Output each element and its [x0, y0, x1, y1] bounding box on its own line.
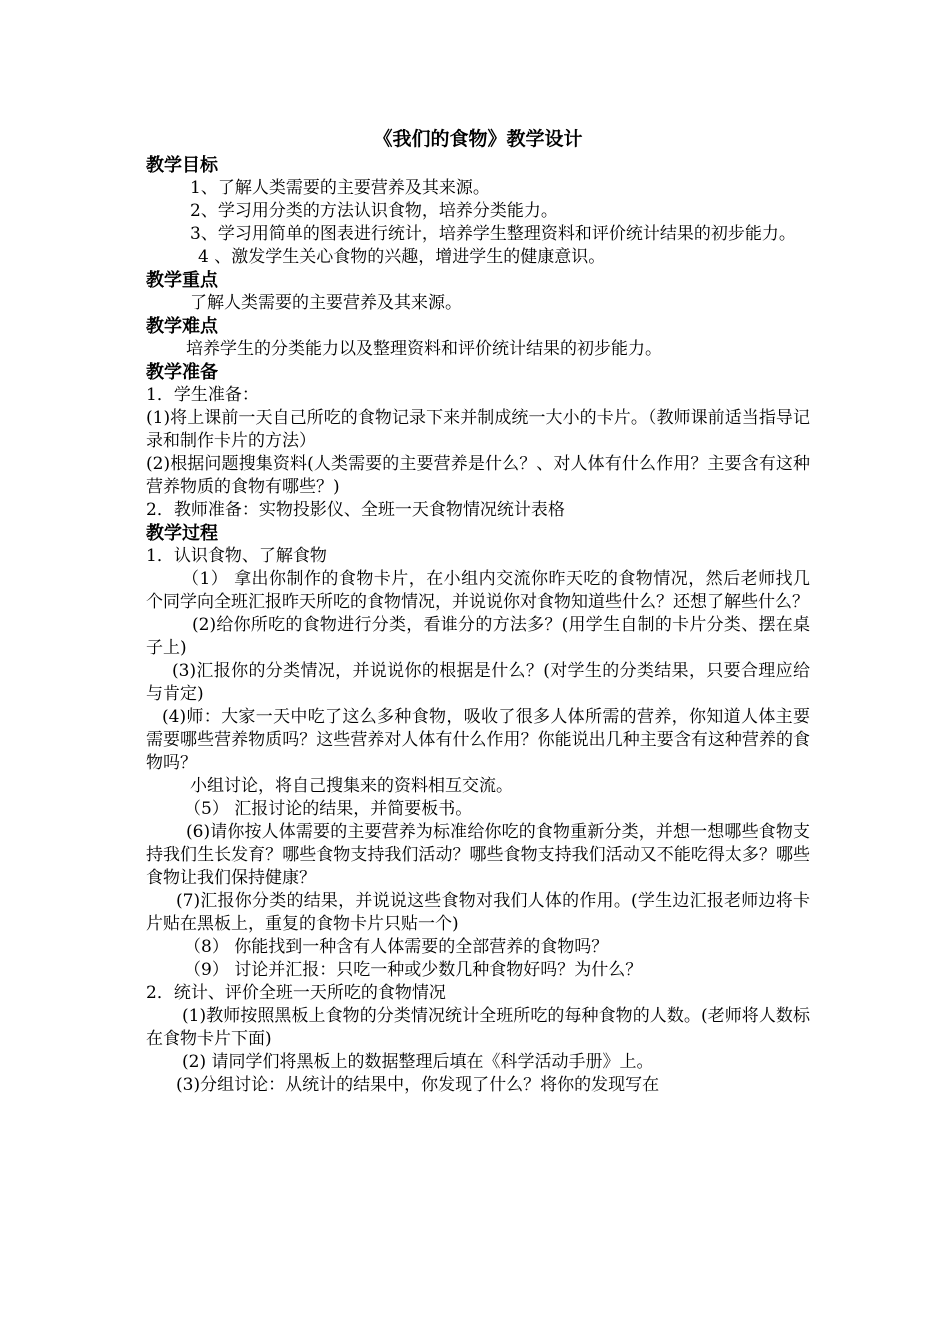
- objective-item: 4 、激发学生关心食物的兴趣，增进学生的健康意识。: [198, 247, 606, 267]
- process-item: (1)教师按照黑板上食物的分类情况统计全班所吃的每种食物的人数。(老师将人数标在食物卡片下面): [146, 1006, 810, 1049]
- difficulties-text: 培养学生的分类能力以及整理资料和评价统计结果的初步能力。: [186, 339, 662, 359]
- key-points-text: 了解人类需要的主要营养及其来源。: [190, 293, 462, 313]
- document-title: 《我们的食物》教学设计: [373, 128, 583, 150]
- process-item: 小组讨论，将自己搜集来的资料相互交流。: [190, 776, 513, 796]
- process-item: (3)汇报你的分类情况，并说说你的根据是什么？(对学生的分类结果，只要合理应给与肯定): [146, 661, 810, 704]
- preparation-heading: 教学准备: [146, 362, 218, 383]
- process-item: （9） 讨论并汇报：只吃一种或少数几种食物好吗？为什么？: [184, 960, 643, 980]
- preparation-item: 2．教师准备：实物投影仪、全班一天食物情况统计表格: [146, 500, 565, 520]
- process-item: 2．统计、评价全班一天所吃的食物情况: [146, 983, 446, 1003]
- process-item: (3)分组讨论：从统计的结果中，你发现了什么？将你的发现写在: [176, 1075, 660, 1095]
- objective-item: 2、学习用分类的方法认识食物，培养分类能力。: [190, 201, 558, 221]
- objectives-heading: 教学目标: [146, 155, 218, 176]
- key-points-heading: 教学重点: [146, 270, 218, 291]
- objective-item: 3、学习用简单的图表进行统计，培养学生整理资料和评价统计结果的初步能力。: [190, 224, 796, 244]
- process-item: 1．认识食物、了解食物: [146, 546, 327, 566]
- process-item: (2)给你所吃的食物进行分类，看谁分的方法多？(用学生自制的卡片分类、摆在桌子上): [146, 615, 810, 658]
- preparation-item: (1)将上课前一天自己所吃的食物记录下来并制成统一大小的卡片。（教师课前适当指导记录和制作卡片的方法）: [146, 408, 810, 451]
- document-page: [146, 124, 810, 1097]
- process-item: (2) 请同学们将黑板上的数据整理后填在《科学活动手册》上。: [182, 1052, 654, 1072]
- preparation-item: 1．学生准备：: [146, 385, 259, 405]
- process-item: (6)请你按人体需要的主要营养为标准给你吃的食物重新分类，并想一想哪些食物支持我们生长发育？哪些食物支持我们活动？哪些食物支持我们活动又不能吃得太多？哪些食物让我们保持健康？: [146, 822, 810, 888]
- process-item: （1） 拿出你制作的食物卡片，在小组内交流你昨天吃的食物情况，然后老师找几个同学向全班汇报昨天所吃的食物情况，并说说你对食物知道些什么？还想了解些什么？: [146, 569, 810, 612]
- objective-item: 1、了解人类需要的主要营养及其来源。: [190, 178, 490, 198]
- process-item: (7)汇报你分类的结果，并说说这些食物对我们人体的作用。(学生边汇报老师边将卡片贴在黑板上，重复的食物卡片只贴一个): [146, 891, 810, 934]
- difficulties-heading: 教学难点: [146, 316, 218, 337]
- process-item: （5） 汇报讨论的结果，并简要板书。: [184, 799, 473, 819]
- preparation-item: (2)根据问题搜集资料(人类需要的主要营养是什么？、对人体有什么作用？主要含有这种营养物质的食物有哪些？): [146, 454, 810, 497]
- process-item: （8） 你能找到一种含有人体需要的全部营养的食物吗？: [184, 937, 609, 957]
- process-item: (4)师：大家一天中吃了这么多种食物，吸收了很多人体所需的营养，你知道人体主要需要哪些营养物质吗？这些营养对人体有什么作用？你能说出几种主要含有这种营养的食物吗？: [146, 707, 810, 773]
- process-heading: 教学过程: [146, 523, 218, 544]
